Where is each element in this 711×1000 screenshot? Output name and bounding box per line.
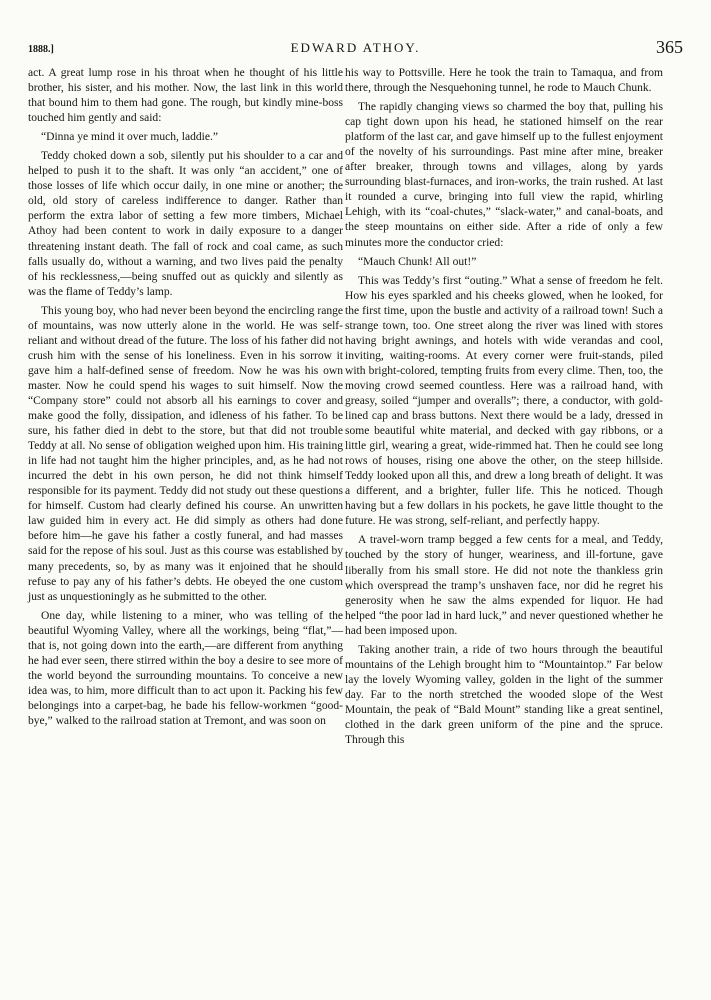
page-number: 365: [656, 37, 683, 57]
paragraph: Teddy choked down a sob, silently put his shoulder to a car and helped to push it to the shaft. It was only “an accident,” one of those losses of life which occur daily, in one mine or another; the old, old story of careless indifference to danger. Rather than perform the extra labor of setting a few more timbers, Michael Athoy had been content to work in daily exposure to a danger threatening instant death. The fall of rock and coal came, as such falls usually do, without a warning, and two lives paid the penalty of his recklessness,—being snuffed out as quickly and silently as was the flame of Teddy’s lamp.: [28, 150, 343, 298]
left-column: [28, 66, 343, 729]
running-title: EDWARD ATHOY.: [290, 40, 421, 55]
paragraph: his way to Pottsville. Here he took the train to Tamaqua, and from there, through the Nesquehoning tunnel, he rode to Mauch Chunk.: [345, 67, 663, 95]
paragraph: “Mauch Chunk! All out!”: [358, 255, 477, 268]
paragraph: Taking another train, a ride of two hours through the beautiful mountains of the Lehigh brought him to “Mountaintop.” Far below lay the lovely Wyoming valley, golden in the light of the summer day. Far to the north stretched the wooded slope of the West Mountain, the peak of “Bald Mount” standing like a great sentinel, clothed in the dark green uniform of the pine and the spruce. Through this: [345, 643, 663, 747]
paragraph: act. A great lump rose in his throat when he thought of his little brother, his sister, and his mother. Now, the last link in this world that bound him to them had gone. The rough, but kindly mine-boss touched him gently and said:: [28, 67, 343, 125]
paragraph: One day, while listening to a miner, who was telling of the beautiful Wyoming Valley, where all the workings, being “flat,”— that is, not going down into the earth,—are different from anything he had ever seen, there stirred within the boy a desire to see more of the world beyond the surrounding mountains. To conceive a new idea was, to him, more difficult than to act upon it. Packing his few belongings into a carpet-bag, he bade his fellow-workmen “good-bye,” walked to the railroad station at Tremont, and was soon on: [28, 609, 343, 727]
paragraph: A travel-worn tramp begged a few cents for a meal, and Teddy, touched by the story of hunger, weariness, and ill-fortune, gave liberally from his small store. He did not note the thankless grin which overspread the tramp’s unshaven face, nor did he regret his generosity when he saw the alms expended for liquor. He had helped “the poor lad in hard luck,” and never questioned whether he had been imposed upon.: [345, 534, 663, 637]
paragraph: This young boy, who had never been beyond the encircling range of mountains, was now utterly alone in the world. He was self-reliant and without dread of the future. The loss of his father did not crush him with the sense of his loneliness. Even in his sorrow it gave him a half-defined sense of freedom. Now he was his own master. Now he could spend his wages to suit himself. Now the “Company store” could not absorb all his earnings to cover and make good the folly, dissipation, and idleness of his father. To be sure, his father died in debt to the store, but that did not trouble Teddy at all. No sense of obligation weighed upon him. His training in life had not taught him the higher principles, and, as he had not incurred the debt in his own person, he did not think himself responsible for its payment. Teddy did not study out these questions for himself. Custom had clearly defined his course. An unwritten law guided him in every act. He did simply as others had done before him—he gave his father a costly funeral, and had masses said for the repose of his soul. Just as this course was established by many precedents, so, by as many was it enjoined that he should refuse to pay any of his father’s debts. He obeyed the one custom just as unquestioningly as he submitted to the other.: [28, 304, 343, 603]
paragraph: “Dinna ye mind it over much, laddie.”: [41, 131, 218, 144]
right-column: [345, 66, 663, 748]
paragraph: This was Teddy’s first “outing.” What a sense of freedom he felt. How his eyes sparkled and his cheeks glowed, when he looked, for the first time, upon the bustle and activity of a railroad town! Such a strange town, too. One street along the river was lined with stores having bright awnings, and hotels with wide verandas and cool, inviting, waiting-rooms. At every corner were fruit-stands, piled with bright-colored, tempting fruits from every clime. Then, too, the moving crowd seemed countless. Here was a railroad hand, with greasy, soiled “jumper and overalls”; there, a conductor, with gold-lined cap and brass buttons. Next there would be a lady, dressed in some beautiful white material, and decked with gay ribbons, or a little girl, wearing a great, wide-rimmed hat. Then he could see long rows of houses, rising one above the other, on the steep hillside. Teddy looked upon all this, and drew a long breath of delight. It was a different, and a brighter, fuller life. This he noticed. Though having but a few dollars in his pockets, he gave little thought to the future. He was strong, self-reliant, and perfectly happy.: [345, 274, 663, 528]
paragraph: The rapidly changing views so charmed the boy that, pulling his cap tight down upon his head, he stationed himself on the rear platform of the last car, and gave himself up to the fullest enjoyment of the novelty of his surroundings. Past mine after mine, breaker after breaker, through towns and villages, along by yards surrounding blast-furnaces, and iron-works, the train rushed. At last it rounded a curve, bringing into full view the rapid, whirling Lehigh, with its “coal-chutes,” “slack-water,” and canal-boats, and the steep mountains on either side. After a ride of only a few minutes more the conductor cried:: [345, 101, 663, 249]
page-header-date: 1888.]: [28, 44, 54, 55]
